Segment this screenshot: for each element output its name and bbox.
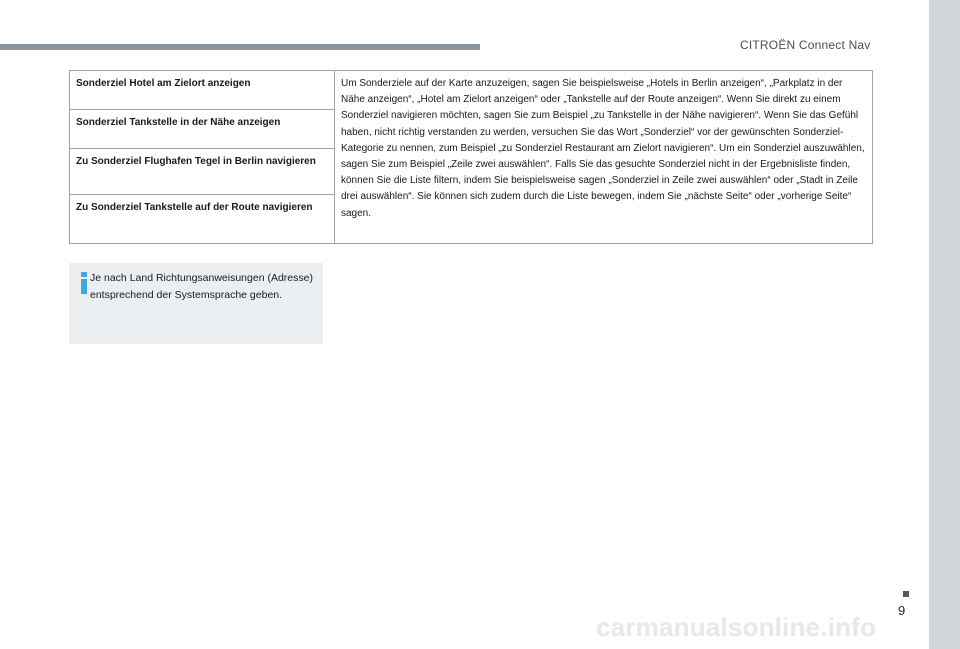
info-text: Je nach Land Richtungsanweisungen (Adresse) entsprechend der Systemsprache geben. <box>90 272 313 301</box>
table-row <box>70 71 873 110</box>
side-strip <box>929 0 960 649</box>
header-title: CITROËN Connect Nav <box>740 38 871 52</box>
watermark: carmanualsonline.info <box>596 612 877 642</box>
page-number: 9 <box>898 603 906 618</box>
command-text: Sonderziel Hotel am Zielort anzeigen <box>76 78 251 89</box>
command-text: Zu Sonderziel Tankstelle auf der Route navigieren <box>76 201 313 213</box>
header-rule <box>0 44 480 50</box>
description-cell <box>335 71 873 244</box>
command-cell <box>70 109 335 148</box>
description-text: Um Sonderziele auf der Karte anzuzeigen, sagen Sie beispielsweise „Hotels in Berlin anzeigen“, „Parkplatz in der Nähe anzeigen“, „Hotel am Zielort anzeigen“ oder „Tankstelle auf der Route anzeigen“. Wenn Sie direkt zu einem Sonderziel navigieren möchten, sagen Sie zum Beispiel „zu Tankstelle in der Nähe navigieren“. Wenn Sie das Gefühl haben, nicht richtig verstanden zu werden, versuchen Sie das Wort „Sonderziel“ vor der gewünschten Sonderziel-Kategorie zu nennen, zum Beispiel „zu Sonderziel Restaurant am Zielort navigieren“. Um ein Sonderziel auszuwählen, sagen Sie zum Beispiel „Zeile zwei auswählen“. Falls Sie das gesuchte Sonderziel nicht in der Ergebnisliste finden, können Sie die Liste filtern, indem Sie beispielsweise sagen „Sonderziel in Zeile zwei auswählen“ oder „Stadt in Zeile drei auswählen“. Sie können sich zudem durch die Liste bewegen, indem Sie „nächste Seite“ oder „vorherige Seite“ sagen. <box>341 78 865 219</box>
command-text: Zu Sonderziel Flughafen Tegel in Berlin navigieren <box>76 155 316 167</box>
command-cell <box>70 148 335 194</box>
info-box <box>69 263 323 344</box>
command-text: Sonderziel Tankstelle in der Nähe anzeigen <box>76 116 281 128</box>
command-cell <box>70 71 335 110</box>
info-icon <box>79 272 89 294</box>
command-cell <box>70 194 335 243</box>
voice-command-table <box>69 70 873 244</box>
page-marker <box>903 591 909 597</box>
